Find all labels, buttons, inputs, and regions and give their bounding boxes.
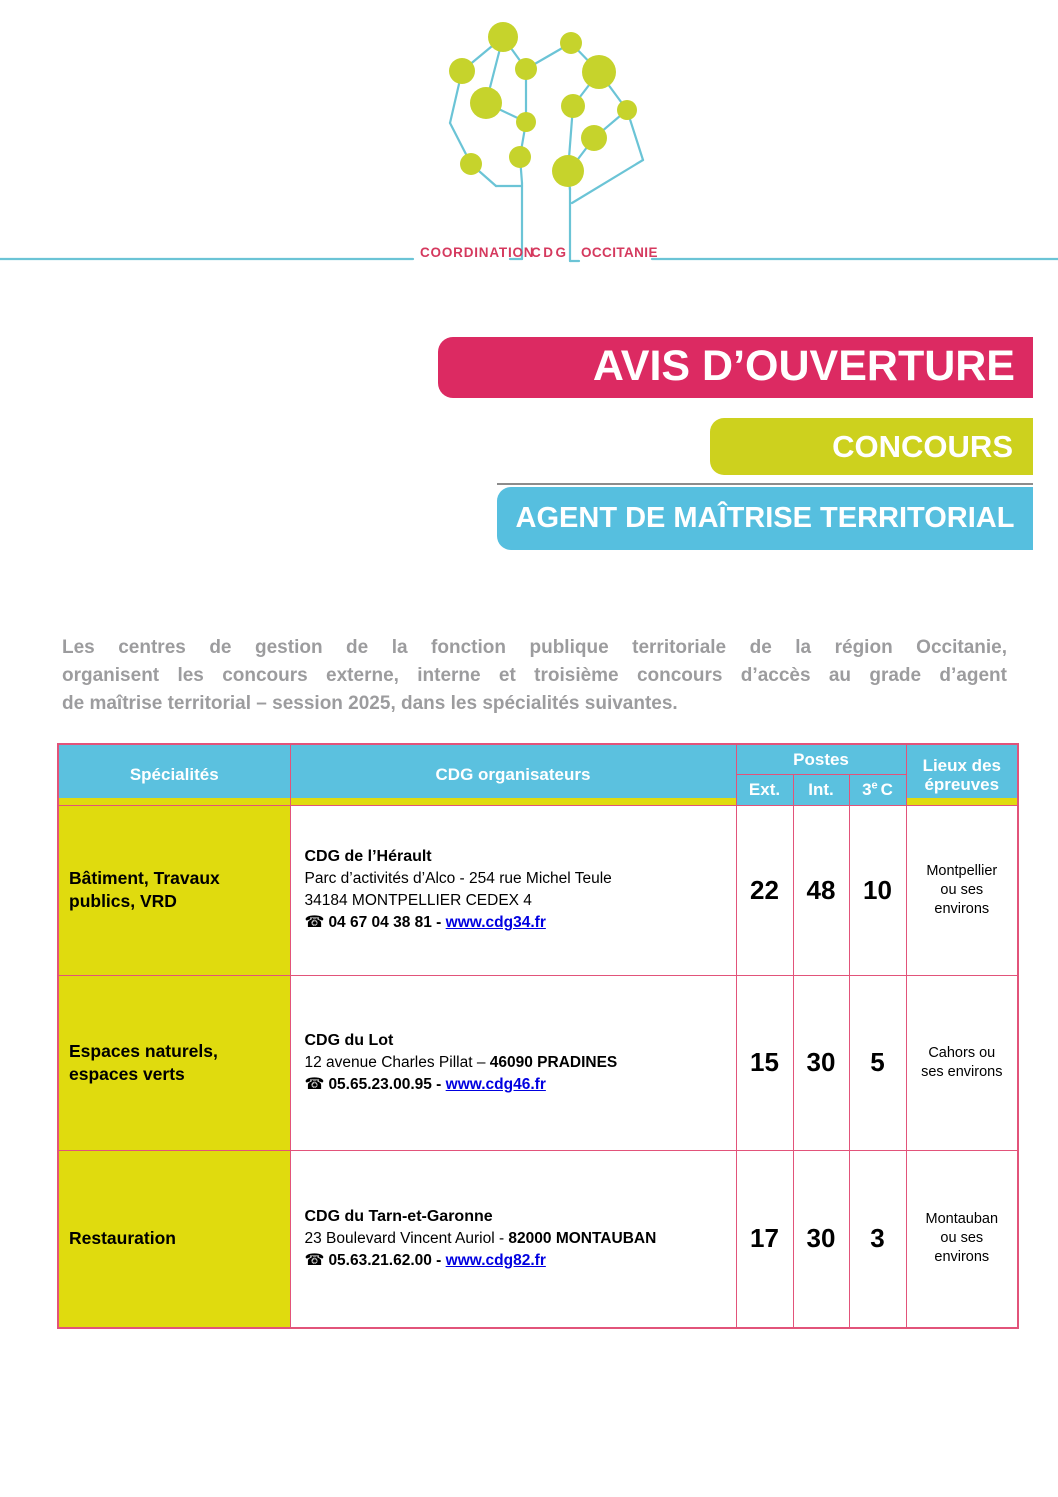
specialite-cell: Bâtiment, Travaux publics, VRD	[58, 805, 290, 975]
phone-number: 04 67 04 38 81 -	[328, 914, 446, 931]
website-link[interactable]: www.cdg34.fr	[445, 914, 546, 931]
header-3e-concours	[849, 774, 906, 805]
lieu-cell	[906, 1150, 1018, 1328]
lieu-line: ou ses	[940, 881, 984, 898]
phone-icon: ☎	[304, 1075, 325, 1093]
cdg-contact-line	[305, 912, 722, 934]
cdg-address-line1	[305, 1228, 722, 1250]
table-row-restauration	[58, 1150, 1018, 1328]
grade-top-rule	[497, 483, 1033, 485]
cdg-name: CDG du Tarn-et-Garonne	[304, 1207, 493, 1225]
postes-ext-value: 17	[736, 1150, 793, 1328]
phone-icon: ☎	[304, 914, 325, 931]
postes-ext-value: 22	[736, 805, 793, 975]
lieu-cell	[906, 805, 1018, 975]
lieu-line: Montpellier	[926, 862, 998, 879]
cdg-contact-line	[305, 1250, 722, 1272]
lieu-line: Montauban	[925, 1211, 999, 1228]
logo-word-coordination: COORDINATION	[420, 245, 535, 260]
header-3c-base: 3	[862, 780, 872, 799]
intro-line: de maîtrise territorial – session 2025, dans les spécialités suivantes.	[62, 693, 678, 714]
cdg-cell	[290, 975, 736, 1150]
address-plain: Parc d’activités d’Alco - 254 rue Michel Teule	[304, 870, 612, 887]
postes-ext-value: 15	[736, 975, 793, 1150]
address-plain: 12 avenue Charles Pillat –	[304, 1053, 490, 1071]
cdg-name: CDG de l’Hérault	[304, 848, 432, 865]
logo-word-occitanie: OCCITANIE	[581, 245, 658, 260]
header-postes: Postes	[736, 744, 906, 774]
cdg-cell	[290, 1150, 736, 1328]
intro-paragraph	[62, 634, 1007, 718]
phone-number: 05.65.23.00.95 -	[328, 1075, 446, 1093]
header-3c-sup: e	[871, 779, 878, 792]
logo-tree-icon	[0, 0, 1058, 272]
address-plain: 23 Boulevard Vincent Auriol -	[304, 1229, 509, 1247]
lieu-line: environs	[934, 1249, 990, 1266]
banner-concours: CONCOURS	[710, 418, 1033, 475]
specialite-cell: Espaces naturels, espaces verts	[58, 975, 290, 1150]
cdg-address-line2: 34184 MONTPELLIER CEDEX 4	[304, 892, 532, 909]
phone-icon: ☎	[304, 1251, 325, 1269]
website-link[interactable]: www.cdg46.fr	[445, 1075, 546, 1093]
table-row-espaces	[58, 975, 1018, 1150]
logo-word-cdg: CDG	[531, 245, 569, 260]
concours-table	[57, 743, 1019, 1329]
lieu-line: environs	[934, 900, 990, 917]
cdg-address-line1	[305, 1052, 722, 1074]
cdg-contact-line	[305, 1074, 722, 1096]
header-3c-tail: C	[880, 780, 893, 799]
lieu-cell	[906, 975, 1018, 1150]
address-bold: 82000 MONTAUBAN	[508, 1229, 657, 1247]
cdg-cell	[290, 805, 736, 975]
cdg-name: CDG du Lot	[304, 1031, 394, 1049]
banner-avis-ouverture: AVIS D’OUVERTURE	[438, 337, 1033, 398]
header-lieux-epreuves: Lieux des épreuves	[906, 744, 1018, 805]
lieu-line: ses environs	[921, 1063, 1003, 1080]
postes-int-value: 48	[793, 805, 849, 975]
postes-int-value: 30	[793, 975, 849, 1150]
header-specialites: Spécialités	[58, 744, 290, 805]
postes-3c-value: 10	[849, 805, 906, 975]
table-row-batiment	[58, 805, 1018, 975]
website-link[interactable]: www.cdg82.fr	[445, 1251, 546, 1269]
header-int: Int.	[793, 774, 849, 805]
phone-number: 05.63.21.62.00 -	[328, 1251, 446, 1269]
header-cdg-organisateurs: CDG organisateurs	[290, 744, 736, 805]
intro-line: Les centres de gestion de la fonction publique territoriale de la région Occitanie,	[62, 637, 1007, 658]
intro-line: organisent les concours externe, interne et troisième concours d’accès au grade d’agent	[62, 665, 1007, 686]
lieu-line: Cahors ou	[928, 1044, 996, 1061]
lieu-line: ou ses	[940, 1230, 984, 1247]
specialite-cell: Restauration	[58, 1150, 290, 1328]
postes-3c-value: 5	[849, 975, 906, 1150]
address-bold: 46090 PRADINES	[489, 1053, 618, 1071]
cdg-address-line1	[305, 868, 722, 890]
header-ext: Ext.	[736, 774, 793, 805]
postes-3c-value: 3	[849, 1150, 906, 1328]
postes-int-value: 30	[793, 1150, 849, 1328]
banner-agent-maitrise: AGENT DE MAÎTRISE TERRITORIAL	[497, 487, 1033, 550]
